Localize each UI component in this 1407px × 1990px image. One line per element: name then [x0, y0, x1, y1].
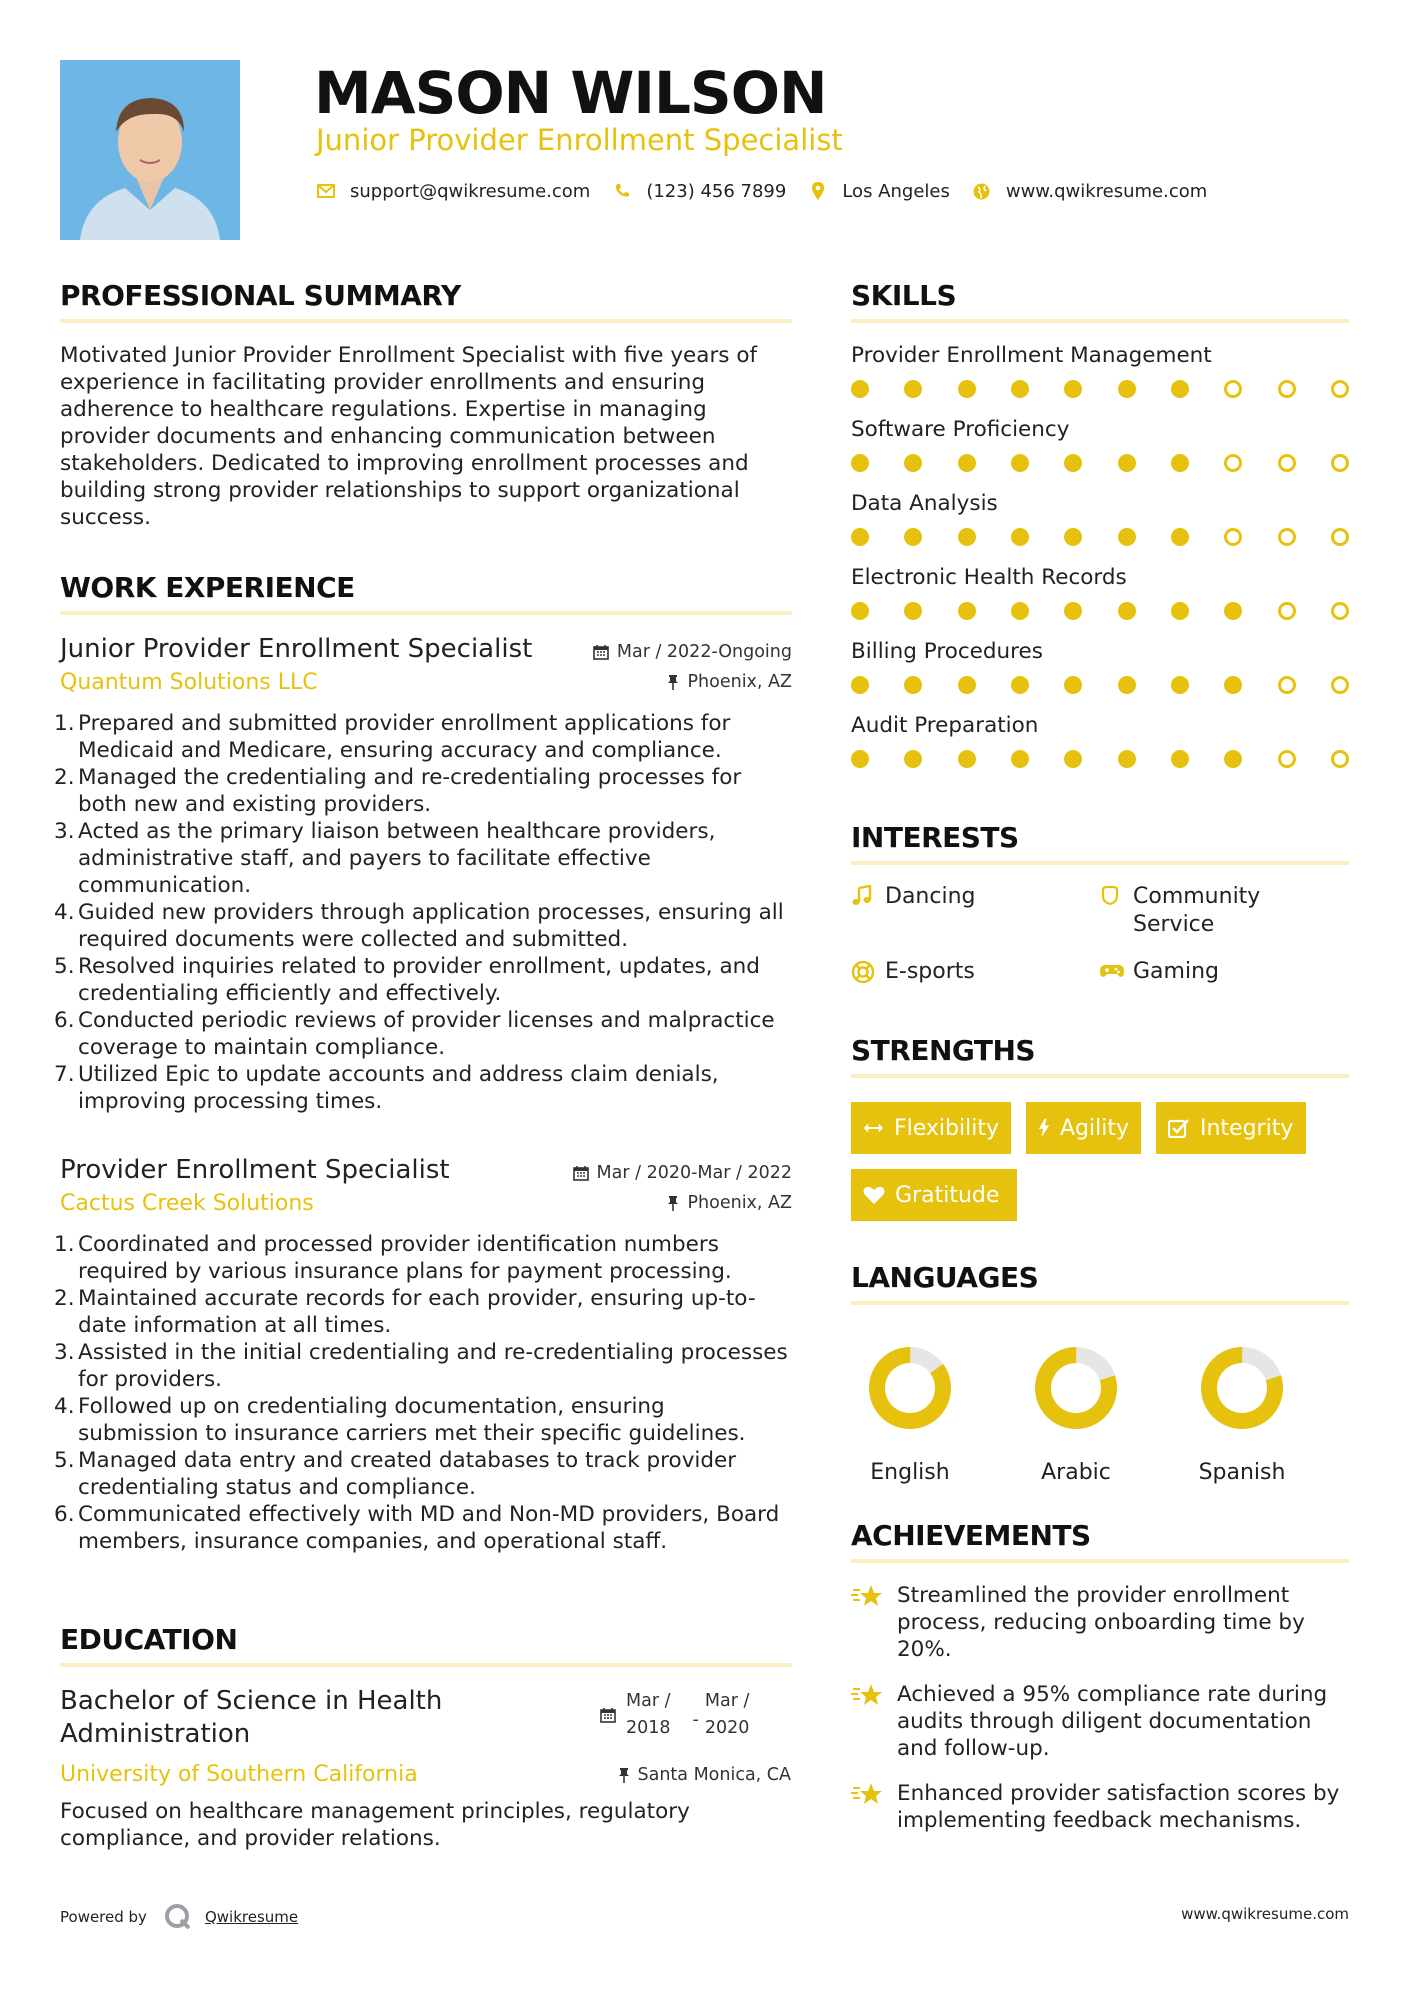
interests-heading: INTERESTS: [851, 821, 1019, 854]
skill-rating: [851, 674, 1349, 696]
job-location: [667, 1193, 792, 1213]
degree-line: Bachelor of Science in Health: [60, 1686, 443, 1716]
contact-website[interactable]: www.qwikresume.com: [1005, 180, 1208, 202]
rating-dot-filled: [1171, 676, 1189, 694]
rating-dot-filled: [1011, 380, 1029, 398]
heart-hand-icon: [1099, 885, 1123, 909]
rating-dot-filled: [1011, 528, 1029, 546]
start-month: Mar /: [626, 1691, 671, 1711]
skill-item: [851, 416, 1349, 474]
footer-website[interactable]: www.qwikresume.com: [1181, 1905, 1349, 1923]
rating-dot-filled: [958, 528, 976, 546]
rating-dot-filled: [1118, 676, 1136, 694]
achievements-list: [851, 1582, 1349, 1834]
rating-dot-filled: [1171, 602, 1189, 620]
achievement-item: [851, 1780, 1349, 1834]
list-item: Resolved inquiries related to provider enrollment, updates, and credentialing efficiently and effectively.: [78, 954, 760, 1006]
language-label: Arabic: [1041, 1460, 1111, 1485]
rating-dot-filled: [1224, 602, 1242, 620]
phone-icon: [612, 181, 632, 201]
rating-dot-filled: [1118, 454, 1136, 472]
start-year: 2018: [626, 1718, 671, 1738]
arrows-horizontal-icon: [863, 1122, 884, 1134]
strength-integrity: [1156, 1102, 1306, 1154]
languages-heading: LANGUAGES: [851, 1261, 1039, 1294]
degree-title: [60, 1685, 540, 1751]
rating-dot-filled: [1118, 750, 1136, 768]
list-item: Guided new providers through application processes, ensuring all required documents were collected and submitted.: [78, 900, 784, 952]
strengths-heading: STRENGTHS: [851, 1034, 1036, 1067]
duty-list: [60, 710, 792, 1115]
achievement-item: [851, 1681, 1349, 1762]
strength-label: Flexibility: [894, 1115, 999, 1141]
skill-label: Provider Enrollment Management: [851, 343, 1212, 368]
interest-label: E-sports: [885, 959, 975, 984]
interest-label: Community Service: [1133, 884, 1261, 937]
candidate-name: MASON WILSON: [314, 59, 827, 127]
star-burst-icon: [851, 1683, 883, 1714]
rating-dot-empty: [1331, 676, 1349, 694]
duty-list: [60, 1231, 792, 1555]
rating-dot-empty: [1278, 380, 1296, 398]
interest-label: Dancing: [885, 884, 976, 909]
achievement-item: [851, 1582, 1349, 1663]
rating-dot-filled: [904, 750, 922, 768]
skill-rating: [851, 526, 1349, 548]
job-entry-2: [60, 1153, 792, 1555]
rating-dot-filled: [904, 528, 922, 546]
interest-esports: [851, 958, 975, 986]
job-title: Provider Enrollment Specialist: [60, 1155, 450, 1185]
rating-dot-filled: [851, 380, 869, 398]
list-item: Assisted in the initial credentialing and re-credentialing processes for providers.: [78, 1340, 788, 1392]
rating-dot-filled: [1171, 380, 1189, 398]
summary-text: Motivated Junior Provider Enrollment Specialist with five years of experience in facilitating provider enrollments and ensuring adherence to healthcare regulations. Expertise in managing provider documents and enhancing communication between stakeholders. Dedicated to improving enrollment processes and building strong provider relationships to support organizational success.: [60, 343, 758, 530]
strength-gratitude: [851, 1169, 1017, 1221]
list-item: Managed the credentialing and re-credentialing processes for both new and existing providers.: [78, 765, 742, 817]
strengths-divider: [851, 1074, 1349, 1078]
school-location-text: Santa Monica, CA: [637, 1765, 791, 1785]
skill-label: Audit Preparation: [851, 713, 1039, 738]
interest-community-service: [1099, 883, 1289, 939]
contact-email[interactable]: support@qwikresume.com: [350, 180, 591, 202]
school-location: [618, 1765, 792, 1785]
education-divider: [60, 1663, 792, 1667]
achievement-text: Enhanced provider satisfaction scores by implementing feedback mechanisms.: [897, 1781, 1340, 1833]
rating-dot-filled: [851, 676, 869, 694]
rating-dot-empty: [1331, 454, 1349, 472]
candidate-title: Junior Provider Enrollment Specialist: [316, 123, 843, 157]
skill-item: [851, 564, 1349, 622]
job-dates-text: Mar / 2022-Ongoing: [616, 642, 792, 662]
music-note-icon: [851, 885, 875, 909]
list-item: Utilized Epic to update accounts and address claim denials, improving processing times.: [78, 1062, 719, 1114]
donut-arc: [864, 1342, 956, 1434]
calendar-icon: [593, 644, 609, 660]
contact-phone[interactable]: (123) 456 7899: [646, 180, 787, 202]
language-donut: [1192, 1338, 1292, 1438]
rating-dot-filled: [851, 602, 869, 620]
skill-label: Data Analysis: [851, 491, 998, 516]
bolt-icon: [1038, 1117, 1050, 1139]
skill-item: [851, 638, 1349, 696]
rating-dot-empty: [1224, 454, 1242, 472]
job-location-text: Phoenix, AZ: [687, 672, 792, 692]
skill-label: Billing Procedures: [851, 639, 1043, 664]
skill-item: [851, 712, 1349, 770]
brand-link[interactable]: Qwikresume: [204, 1908, 299, 1926]
rating-dot-filled: [851, 454, 869, 472]
education-dates: Mar / 2018 - Mar / 2020: [600, 1688, 749, 1742]
rating-dot-filled: [1118, 528, 1136, 546]
rating-dot-filled: [904, 454, 922, 472]
rating-dot-empty: [1224, 528, 1242, 546]
contact-bar: [316, 178, 1229, 204]
experience-heading: WORK EXPERIENCE: [60, 571, 355, 604]
language-item: [1192, 1338, 1292, 1485]
pushpin-icon: [667, 1195, 679, 1211]
education-heading: EDUCATION: [60, 1623, 238, 1656]
skills-divider: [851, 319, 1349, 323]
star-burst-icon: [851, 1584, 883, 1615]
map-pin-icon: [808, 181, 828, 201]
languages-list: [860, 1338, 1320, 1485]
company-name: Quantum Solutions LLC: [60, 670, 318, 695]
rating-dot-filled: [1064, 380, 1082, 398]
rating-dot-filled: [1224, 750, 1242, 768]
rating-dot-filled: [1171, 528, 1189, 546]
language-item: [1026, 1338, 1126, 1485]
interest-label: Gaming: [1133, 959, 1219, 984]
list-item: Maintained accurate records for each provider, ensuring up-to-date information at all times.: [78, 1286, 756, 1338]
job-dates: [593, 642, 792, 662]
rating-dot-filled: [1011, 750, 1029, 768]
end-year: 2020: [704, 1718, 750, 1738]
skills-heading: SKILLS: [851, 279, 957, 312]
rating-dot-filled: [1171, 750, 1189, 768]
education-description: Focused on healthcare management principles, regulatory compliance, and provider relations.: [60, 1799, 690, 1851]
rating-dot-filled: [1011, 676, 1029, 694]
pushpin-icon: [618, 1767, 630, 1783]
language-donut: [860, 1338, 960, 1438]
profile-photo: [60, 60, 240, 240]
end-month: Mar /: [704, 1691, 750, 1711]
envelope-icon: [316, 181, 336, 201]
gamepad-icon: [1099, 960, 1123, 984]
achievement-text: Achieved a 95% compliance rate during audits through diligent documentation and follow-up.: [897, 1682, 1328, 1761]
lifebuoy-icon: [851, 960, 875, 984]
contact-location: Los Angeles: [842, 180, 950, 202]
rating-dot-empty: [1278, 528, 1296, 546]
qwikresume-logo-icon: [163, 1902, 193, 1932]
rating-dot-filled: [1011, 454, 1029, 472]
rating-dot-filled: [904, 380, 922, 398]
list-item: Followed up on credentialing documentation, ensuring submission to insurance carriers met their specific guidelines.: [78, 1394, 746, 1446]
rating-dot-filled: [1118, 602, 1136, 620]
rating-dot-filled: [1064, 750, 1082, 768]
job-location: [667, 672, 792, 692]
job-dates-text: Mar / 2020-Mar / 2022: [596, 1163, 792, 1183]
job-title: Junior Provider Enrollment Specialist: [60, 634, 533, 664]
rating-dot-empty: [1224, 380, 1242, 398]
interest-dancing: [851, 883, 975, 911]
rating-dot-filled: [958, 750, 976, 768]
school-name: University of Southern California: [60, 1762, 418, 1787]
language-label: Spanish: [1198, 1460, 1286, 1485]
skill-item: [851, 490, 1349, 548]
skill-rating: [851, 748, 1349, 770]
skill-rating: [851, 600, 1349, 622]
list-item: Conducted periodic reviews of provider licenses and malpractice coverage to maintain compliance.: [78, 1008, 775, 1060]
rating-dot-empty: [1331, 528, 1349, 546]
footer-powered-by: [60, 1902, 298, 1932]
strength-label: Agility: [1060, 1115, 1129, 1141]
rating-dot-filled: [851, 528, 869, 546]
rating-dot-empty: [1278, 454, 1296, 472]
skill-rating: [851, 452, 1349, 474]
rating-dot-filled: [1064, 602, 1082, 620]
rating-dot-empty: [1278, 750, 1296, 768]
rating-dot-filled: [1224, 676, 1242, 694]
star-burst-icon: [851, 1782, 883, 1813]
degree-line: Administration: [60, 1719, 251, 1749]
rating-dot-filled: [1064, 676, 1082, 694]
calendar-icon: [600, 1707, 616, 1723]
rating-dot-filled: [904, 602, 922, 620]
rating-dot-filled: [958, 676, 976, 694]
skill-item: [851, 342, 1349, 400]
strength-label: Gratitude: [895, 1182, 1000, 1208]
achievements-divider: [851, 1559, 1349, 1563]
language-item: [860, 1338, 960, 1485]
job-location-text: Phoenix, AZ: [687, 1193, 792, 1213]
interests-divider: [851, 861, 1349, 865]
rating-dot-filled: [1011, 602, 1029, 620]
language-donut: [1026, 1338, 1126, 1438]
list-item: Coordinated and processed provider identification numbers required by various insurance plans for payment processing.: [78, 1232, 732, 1284]
donut-arc: [1034, 1346, 1117, 1429]
list-item: Managed data entry and created databases to track provider credentialing status and compliance.: [78, 1448, 737, 1500]
rating-dot-filled: [958, 602, 976, 620]
skill-label: Electronic Health Records: [851, 565, 1127, 590]
strength-flexibility: [851, 1102, 1011, 1154]
powered-by-text: Powered by: [60, 1908, 147, 1926]
rating-dot-filled: [1064, 528, 1082, 546]
job-dates: [573, 1163, 792, 1183]
rating-dot-filled: [958, 380, 976, 398]
rating-dot-filled: [1064, 454, 1082, 472]
list-item: Acted as the primary liaison between healthcare providers, administrative staff, and payers to facilitate effective communication.: [78, 819, 716, 898]
company-name: Cactus Creek Solutions: [60, 1191, 314, 1216]
list-item: Communicated effectively with MD and Non-MD providers, Board members, insurance companies, and operational staff.: [78, 1502, 780, 1554]
rating-dot-empty: [1331, 750, 1349, 768]
language-label: English: [870, 1460, 950, 1485]
achievements-heading: ACHIEVEMENTS: [851, 1519, 1091, 1552]
achievement-text: Streamlined the provider enrollment process, reducing onboarding time by 20%.: [897, 1583, 1305, 1662]
experience-divider: [60, 611, 792, 615]
rating-dot-empty: [1331, 602, 1349, 620]
rating-dot-empty: [1331, 380, 1349, 398]
rating-dot-filled: [958, 454, 976, 472]
globe-icon: [972, 181, 992, 201]
donut-arc: [1200, 1346, 1283, 1429]
job-entry-1: [60, 632, 792, 1115]
rating-dot-empty: [1278, 602, 1296, 620]
strength-agility: [1026, 1102, 1141, 1154]
skills-list: [851, 342, 1349, 770]
pushpin-icon: [667, 674, 679, 690]
interest-gaming: [1099, 958, 1219, 986]
heart-icon: [863, 1185, 885, 1205]
rating-dot-filled: [1171, 454, 1189, 472]
rating-dot-filled: [851, 750, 869, 768]
summary-heading: PROFESSIONAL SUMMARY: [60, 279, 461, 312]
calendar-icon: [573, 1165, 589, 1181]
rating-dot-filled: [1118, 380, 1136, 398]
skill-label: Software Proficiency: [851, 417, 1070, 442]
summary-divider: [60, 319, 792, 323]
checkbox-icon: [1168, 1118, 1190, 1138]
strength-label: Integrity: [1200, 1115, 1294, 1141]
list-item: Prepared and submitted provider enrollment applications for Medicaid and Medicare, ensuring accuracy and compliance.: [78, 711, 731, 763]
rating-dot-empty: [1278, 676, 1296, 694]
skill-rating: [851, 378, 1349, 400]
rating-dot-filled: [904, 676, 922, 694]
languages-divider: [851, 1301, 1349, 1305]
